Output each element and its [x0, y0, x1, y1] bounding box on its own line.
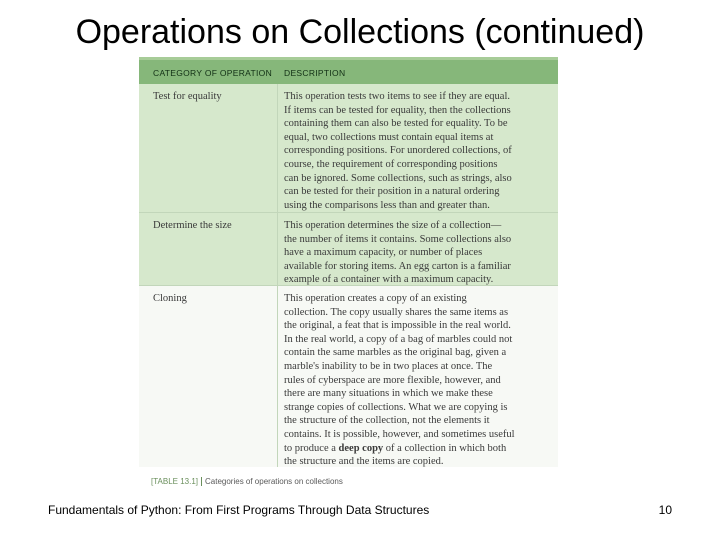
- column-divider: [277, 286, 278, 467]
- description-line: corresponding positions. For unordered collections, of: [284, 145, 512, 157]
- description-line: This operation determines the size of a collection—: [284, 220, 502, 231]
- category-cell: Determine the size: [153, 220, 232, 231]
- description-line: using the comparisons less than and greater than.: [284, 199, 490, 211]
- slide-footer: Fundamentals of Python: From First Programs Through Data Structures: [48, 503, 430, 517]
- description-line: contain the same marbles as the original bag, given a: [284, 347, 507, 359]
- table-caption: [139, 467, 558, 493]
- description-cell: [284, 90, 552, 212]
- category-cell: Test for equality: [153, 91, 222, 102]
- description-line: example of a container with a maximum capacity.: [284, 274, 494, 286]
- description-fragment: of a collection in which both: [383, 442, 507, 454]
- description-line: can be tested for their position in a natural ordering: [284, 186, 500, 198]
- description-line: If items can be tested for equality, then the collections: [284, 104, 511, 116]
- column-divider: [277, 84, 278, 213]
- caption-text: Categories of operations on collections: [205, 477, 343, 486]
- column-divider: [277, 213, 278, 286]
- description-line: the number of items it contains. Some collections also: [284, 233, 512, 245]
- description-line: the structure and the items are copied.: [284, 456, 444, 468]
- description-line: can be ignored. Some collections, such as strings, also: [284, 172, 512, 184]
- description-line: the original, a feat that is impossible in the real world.: [284, 320, 511, 332]
- description-line: available for storing items. An egg carton is a familiar: [284, 260, 511, 272]
- description-fragment: to produce a: [284, 442, 336, 454]
- header-description: DESCRIPTION: [284, 68, 346, 78]
- caption-label: [151, 477, 343, 487]
- description-line: equal, two collections must contain equal items at: [284, 131, 494, 143]
- description-line: have a maximum capacity, or number of places: [284, 247, 483, 259]
- page-number: 10: [658, 503, 672, 517]
- description-cell: [284, 219, 552, 287]
- table-row-determine-the-size: [139, 213, 558, 286]
- slide-title: Operations on Collections (continued): [75, 13, 645, 51]
- description-line: [284, 442, 552, 456]
- header-category: CATEGORY OF OPERATION: [153, 68, 273, 78]
- description-line: This operation tests two items to see if they are equal.: [284, 91, 510, 102]
- description-line: This operation creates a copy of an existing: [284, 293, 467, 304]
- table-row-cloning: [139, 286, 558, 467]
- description-line: course, the requirement of corresponding positions: [284, 158, 498, 170]
- operations-table: [139, 57, 558, 467]
- caption-tag: [TABLE 13.1]: [151, 477, 202, 486]
- description-line: there are many situations in which we make these: [284, 388, 493, 400]
- description-line: contains. It is possible, however, and sometimes useful: [284, 428, 515, 440]
- deep-copy-term: deep copy: [338, 442, 384, 454]
- description-line: the structure of the collection, not the elements it: [284, 415, 490, 427]
- table-header: [139, 60, 558, 84]
- category-cell: Cloning: [153, 293, 187, 304]
- description-line: containing them can also be tested for equality. To be: [284, 118, 508, 130]
- description-line: strange copies of collections. What we are copying is: [284, 401, 508, 413]
- description-cell: [284, 292, 552, 469]
- description-line: rules of cyberspace are more flexible, however, and: [284, 374, 501, 386]
- description-line: collection. The copy usually shares the same items as: [284, 306, 509, 318]
- description-line: In the real world, a copy of a bag of marbles could not: [284, 333, 513, 345]
- table-row-test-for-equality: [139, 84, 558, 213]
- description-line: marble's inability to be in two places at once. The: [284, 360, 493, 372]
